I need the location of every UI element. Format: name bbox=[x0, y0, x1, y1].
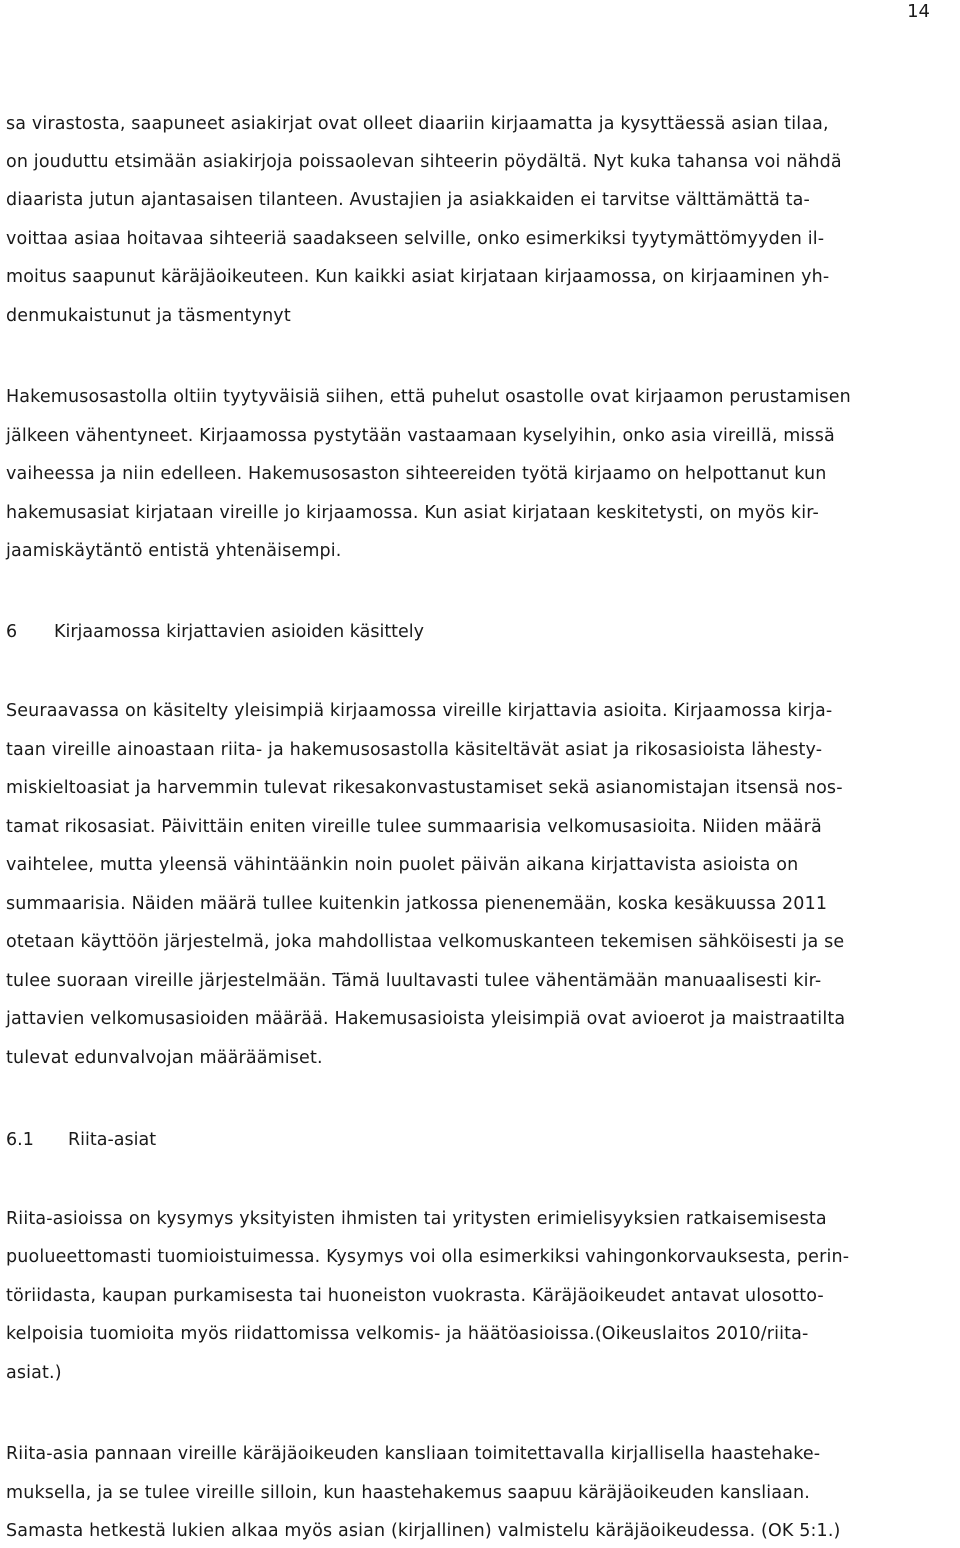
section-title: Kirjaamossa kirjattavien asioiden käsittely bbox=[54, 622, 425, 642]
paragraph-line: Riita-asioissa on kysymys yksityisten ihmisten tai yritysten erimielisyyksien ratkaisemisesta bbox=[6, 1209, 827, 1229]
paragraph-line: tulee suoraan vireille järjestelmään. Tämä luultavasti tulee vähentämään manuaalisesti kir- bbox=[6, 971, 822, 991]
paragraph-line: Seuraavassa on käsitelty yleisimpiä kirjaamossa vireille kirjattavia asioita. Kirjaamossa kirja- bbox=[6, 701, 833, 721]
paragraph-line: jattavien velkomusasioiden määrää. Hakemusasioista yleisimpiä ovat avioerot ja maistraatilta bbox=[6, 1009, 846, 1029]
paragraph-line: summaarisia. Näiden määrä tullee kuitenkin jatkossa pienenemään, koska kesäkuussa 2011 bbox=[6, 894, 828, 914]
paragraph-line: kelpoisia tuomioita myös riidattomissa velkomis- ja häätöasioissa.(Oikeuslaitos 2010/riita- bbox=[6, 1324, 809, 1344]
paragraph-line: miskieltoasiat ja harvemmin tulevat rikesakonvastustamiset sekä asianomistajan itsensä nos- bbox=[6, 778, 843, 798]
paragraph-line: taan vireille ainoastaan riita- ja hakemusosastolla käsiteltävät asiat ja rikosasioista lähesty- bbox=[6, 740, 823, 760]
page-number: 14 bbox=[907, 1, 930, 22]
paragraph-line: vaihtelee, mutta yleensä vähintäänkin noin puolet päivän aikana kirjattavista asioista on bbox=[6, 855, 799, 875]
section-heading bbox=[6, 620, 424, 644]
paragraph-line: jälkeen vähentyneet. Kirjaamossa pystytään vastaamaan kyselyihin, onko asia vireillä, missä bbox=[6, 426, 835, 446]
paragraph-line: diaarista jutun ajantasaisen tilanteen. Avustajien ja asiakkaiden ei tarvitse välttämättä ta- bbox=[6, 190, 810, 210]
paragraph-line: asiat.) bbox=[6, 1363, 62, 1383]
paragraph-line: on jouduttu etsimään asiakirjoja poissaolevan sihteerin pöydältä. Nyt kuka tahansa voi nähdä bbox=[6, 152, 842, 172]
paragraph-line: sa virastosta, saapuneet asiakirjat ovat olleet diaariin kirjaamatta ja kysyttäessä asian tilaa, bbox=[6, 114, 829, 134]
paragraph-line: tulevat edunvalvojan määräämiset. bbox=[6, 1048, 323, 1068]
paragraph-line: puolueettomasti tuomioistuimessa. Kysymys voi olla esimerkiksi vahingonkorvauksesta, perin- bbox=[6, 1247, 850, 1267]
paragraph-line: Riita-asia pannaan vireille käräjäoikeuden kansliaan toimitettavalla kirjallisella haastehake- bbox=[6, 1444, 821, 1464]
subsection-title: Riita-asiat bbox=[68, 1130, 157, 1150]
paragraph-line: hakemusasiat kirjataan vireille jo kirjaamossa. Kun asiat kirjataan keskitetysti, on myös kir- bbox=[6, 503, 819, 523]
paragraph-line: muksella, ja se tulee vireille silloin, kun haastehakemus saapuu käräjäoikeuden kansliaan. bbox=[6, 1483, 810, 1503]
paragraph-line: otetaan käyttöön järjestelmä, joka mahdollistaa velkomuskanteen tekemisen sähköisesti ja se bbox=[6, 932, 845, 952]
subsection-number: 6.1 bbox=[6, 1130, 34, 1150]
paragraph-line: vaiheessa ja niin edelleen. Hakemusosaston sihteereiden työtä kirjaamo on helpottanut kun bbox=[6, 464, 827, 484]
paragraph-line: tamat rikosasiat. Päivittäin eniten vireille tulee summaarisia velkomusasioita. Niiden määrä bbox=[6, 817, 822, 837]
paragraph-line: voittaa asiaa hoitavaa sihteeriä saadakseen selville, onko esimerkiksi tyytymättömyyden il- bbox=[6, 229, 825, 249]
paragraph-line: denmukaistunut ja täsmentynyt bbox=[6, 306, 291, 326]
paragraph-line: Samasta hetkestä lukien alkaa myös asian (kirjallinen) valmistelu käräjäoikeudessa. (OK 5:1.) bbox=[6, 1521, 841, 1541]
section-number: 6 bbox=[6, 622, 18, 642]
subsection-heading bbox=[6, 1128, 156, 1152]
paragraph-line: töriidasta, kaupan purkamisesta tai huoneiston vuokrasta. Käräjäoikeudet antavat ulosotto- bbox=[6, 1286, 824, 1306]
paragraph-line: moitus saapunut käräjäoikeuteen. Kun kaikki asiat kirjataan kirjaamossa, on kirjaaminen yh- bbox=[6, 267, 830, 287]
paragraph-line: jaamiskäytäntö entistä yhtenäisempi. bbox=[6, 541, 342, 561]
paragraph-line: Hakemusosastolla oltiin tyytyväisiä siihen, että puhelut osastolle ovat kirjaamon perustamisen bbox=[6, 387, 851, 407]
